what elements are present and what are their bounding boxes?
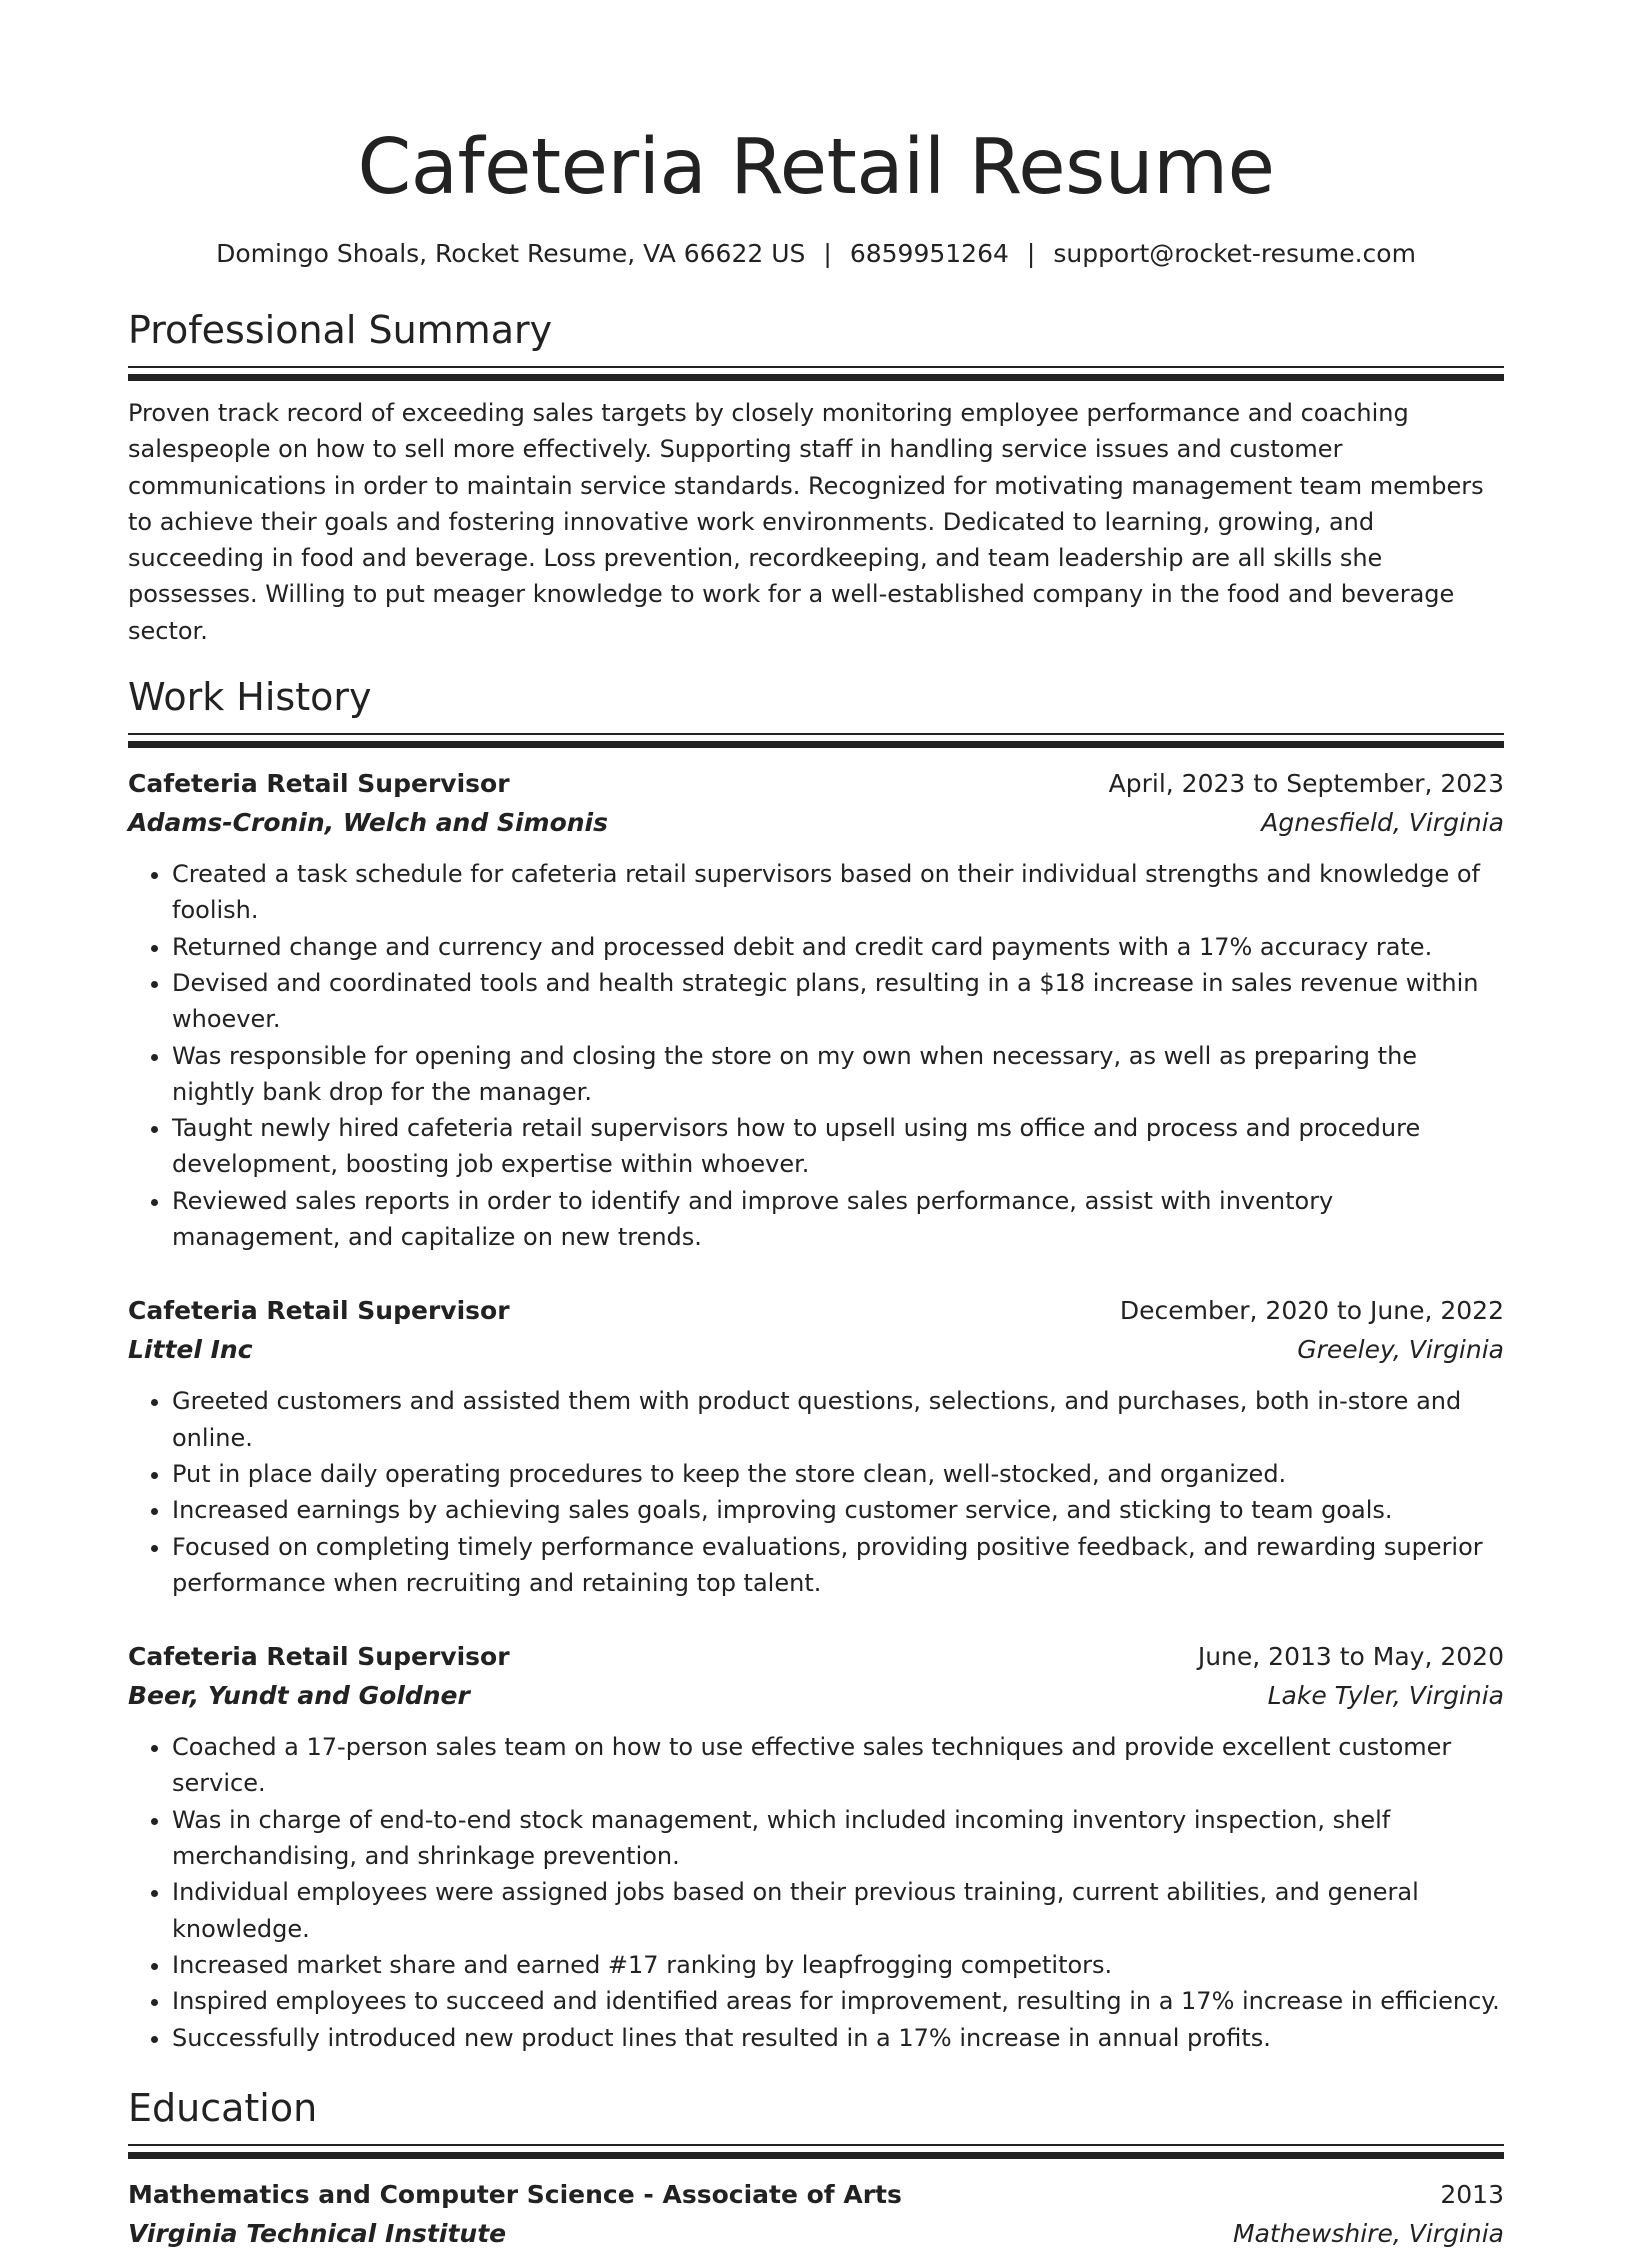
job-title: Cafeteria Retail Supervisor xyxy=(128,769,510,799)
job-dates: December, 2020 to June, 2022 xyxy=(1119,1296,1504,1326)
job-company: Littel Inc xyxy=(128,1335,253,1365)
job-entry xyxy=(128,1291,1504,1601)
job-bullet: • Was in charge of end-to-end stock management, which included incoming inventory inspection, shelf merchandising, and shrinkage prevention. xyxy=(172,1802,1504,1875)
job-header xyxy=(128,1637,1504,1676)
section-divider xyxy=(128,366,1504,381)
job-bullet: • Greeted customers and assisted them with product questions, selections, and purchases, both in-store and online. xyxy=(172,1383,1504,1456)
job-company: Beer, Yundt and Goldner xyxy=(128,1681,470,1711)
job-list xyxy=(128,764,1504,2056)
job-bullet: • Devised and coordinated tools and health strategic plans, resulting in a $18 increase in sales revenue within whoever. xyxy=(172,965,1504,1038)
job-title: Cafeteria Retail Supervisor xyxy=(128,1642,510,1672)
job-bullet: • Successfully introduced new product lines that resulted in a 17% increase in annual profits. xyxy=(172,2020,1504,2056)
education-location: Mathewshire, Virginia xyxy=(1233,2218,1504,2248)
education-heading: Education xyxy=(128,2085,318,2130)
contact-address: Domingo Shoals, Rocket Resume, VA 66622 US xyxy=(216,239,806,268)
work-history-heading: Work History xyxy=(128,675,372,720)
job-bullet: • Inspired employees to succeed and identified areas for improvement, resulting in a 17% increase in efficiency. xyxy=(172,1983,1504,2019)
contact-email: support@rocket-resume.com xyxy=(1053,239,1416,268)
section-divider xyxy=(128,733,1504,748)
job-bullet: • Increased earnings by achieving sales goals, improving customer service, and sticking to team goals. xyxy=(172,1492,1504,1528)
job-title: Cafeteria Retail Supervisor xyxy=(128,1296,510,1326)
education-entry xyxy=(128,2175,1504,2253)
job-subheader xyxy=(128,803,1504,842)
resume-title: Cafeteria Retail Resume xyxy=(357,123,1275,212)
job-entry xyxy=(128,1637,1504,2056)
education-school: Virginia Technical Institute xyxy=(128,2218,507,2248)
job-header xyxy=(128,1291,1504,1330)
job-bullet: • Reviewed sales reports in order to identify and improve sales performance, assist with inventory management, and capitalize on new trends. xyxy=(172,1183,1504,1256)
job-bullet: • Coached a 17-person sales team on how to use effective sales techniques and provide excellent customer service. xyxy=(172,1729,1504,1802)
education-degree: Mathematics and Computer Science - Associate of Arts xyxy=(128,2179,902,2209)
job-bullet: • Increased market share and earned #17 ranking by leapfrogging competitors. xyxy=(172,1947,1504,1983)
job-entry xyxy=(128,764,1504,1255)
contact-separator: | xyxy=(823,239,832,268)
job-bullets xyxy=(128,1383,1504,1601)
education-section xyxy=(128,2084,1504,2253)
contact-line xyxy=(128,236,1504,272)
job-bullet: • Put in place daily operating procedures to keep the store clean, well-stocked, and organized. xyxy=(172,1456,1504,1492)
job-dates: June, 2013 to May, 2020 xyxy=(1197,1642,1504,1672)
job-bullets xyxy=(128,856,1504,1255)
job-bullets xyxy=(128,1729,1504,2056)
job-header xyxy=(128,764,1504,803)
contact-separator: | xyxy=(1026,239,1036,268)
summary-text: Proven track record of exceeding sales targets by closely monitoring employee performance and coaching salespeople on how to sell more effectively. Supporting staff in handling service issues and customer communications in order to maintain service standards. Recognized for motivating management team members to achieve their goals and fostering innovative work environments. Dedicated to learning, growing, and succeeding in food and beverage. Loss prevention, recordkeeping, and team leadership are all skills she possesses. Willing to put meager knowledge to work for a well-established company in the food and beverage sector. xyxy=(128,399,1484,645)
education-header xyxy=(128,2175,1504,2214)
summary-heading: Professional Summary xyxy=(128,308,553,352)
job-bullet: • Focused on completing timely performance evaluations, providing positive feedback, and rewarding superior performance when recruiting and retaining top talent. xyxy=(172,1529,1504,1602)
job-dates: April, 2023 to September, 2023 xyxy=(1108,769,1504,799)
job-location: Agnesfield, Virginia xyxy=(1261,808,1504,838)
job-bullet: • Individual employees were assigned jobs based on their previous training, current abilities, and general knowledge. xyxy=(172,1874,1504,1947)
job-subheader xyxy=(128,1330,1504,1369)
job-location: Lake Tyler, Virginia xyxy=(1267,1681,1504,1711)
section-divider xyxy=(128,2144,1504,2159)
work-history-section xyxy=(128,673,1504,2056)
job-bullet: • Returned change and currency and processed debit and credit card payments with a 17% accuracy rate. xyxy=(172,929,1504,965)
job-bullet: • Was responsible for opening and closing the store on my own when necessary, as well as preparing the nightly bank drop for the manager. xyxy=(172,1038,1504,1111)
job-company: Adams-Cronin, Welch and Simonis xyxy=(128,808,609,838)
job-subheader xyxy=(128,1676,1504,1715)
education-year: 2013 xyxy=(1440,2179,1504,2209)
contact-phone: 6859951264 xyxy=(849,239,1009,268)
education-subheader xyxy=(128,2214,1504,2253)
job-location: Greeley, Virginia xyxy=(1297,1335,1504,1365)
job-bullet: • Taught newly hired cafeteria retail supervisors how to upsell using ms office and process and procedure development, boosting job expertise within whoever. xyxy=(172,1110,1504,1183)
summary-section xyxy=(128,306,1504,649)
job-bullet: • Created a task schedule for cafeteria retail supervisors based on their individual strengths and knowledge of foolish. xyxy=(172,856,1504,929)
